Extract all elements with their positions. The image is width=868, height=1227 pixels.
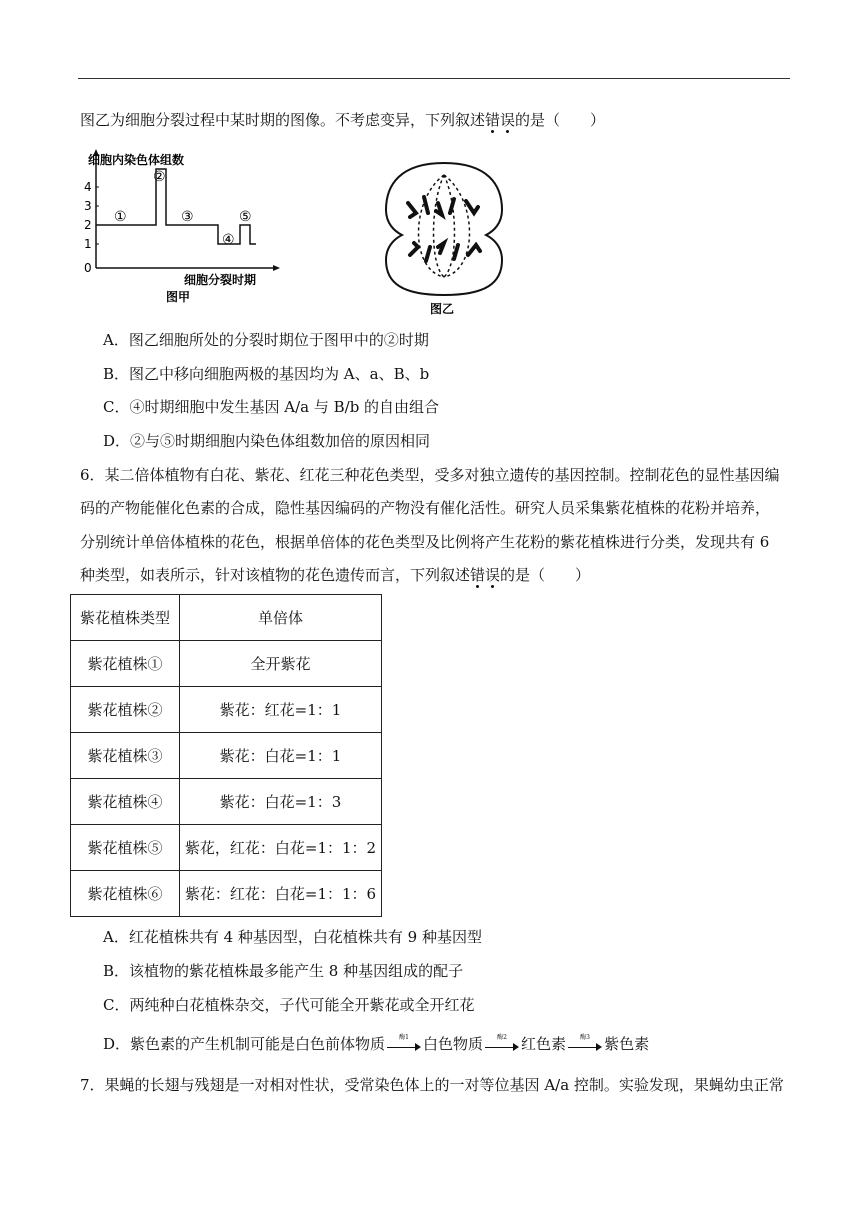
q6-option-a[interactable]: A．红花植株共有 4 种基因型，白花植株共有 9 种基因型 (103, 928, 482, 946)
table-cell: 紫花，红花：白花=1：1：2 (180, 825, 382, 871)
table-header-row (71, 595, 382, 641)
table-cell: 紫花：红花：白花=1：1：6 (180, 871, 382, 917)
table-cell: 紫花：白花=1：3 (180, 779, 382, 825)
stage-1: ① (114, 209, 127, 225)
arrow-enzyme-1: 酶1 (387, 1038, 421, 1052)
figure-a-ylabel: 细胞内染色体组数 (88, 153, 185, 167)
stage-5: ⑤ (239, 209, 252, 225)
figure-a-xlabel: 细胞分裂时期 (184, 273, 257, 287)
table-header: 紫花植株类型 (71, 595, 180, 641)
table-cell: 紫花植株③ (71, 733, 180, 779)
arrow-enzyme-3: 酶3 (568, 1038, 602, 1052)
figure-b-caption: 图乙 (430, 302, 455, 315)
q6-table (70, 594, 382, 917)
q5-option-c[interactable]: C．④时期细胞中发生基因 A/a 与 B/b 的自由组合 (103, 398, 440, 416)
figure-a-caption: 图甲 (166, 290, 191, 304)
q6-option-b[interactable]: B．该植物的紫花植株最多能产生 8 种基因组成的配子 (103, 962, 464, 980)
table-row (71, 687, 382, 733)
figure-b (380, 155, 510, 315)
table-cell: 紫花：白花=1：1 (180, 733, 382, 779)
table-row (71, 733, 382, 779)
figure-a (78, 148, 288, 308)
table-cell: 紫花植株⑥ (71, 871, 180, 917)
table-cell: 紫花植株② (71, 687, 180, 733)
q6-stem-line-1: 6．某二倍体植物有白花、紫花、红花三种花色类型，受多对独立遗传的基因控制。控制花色的显性基因编 (80, 466, 780, 484)
q6-option-c[interactable]: C．两纯种白花植株杂交，子代可能全开紫花或全开红花 (103, 996, 475, 1014)
table-row (71, 779, 382, 825)
q5-stem: 图乙为细胞分裂过程中某时期的图像。不考虑变异，下列叙述错误的是（ ） (80, 111, 606, 129)
q5-option-a[interactable]: A．图乙细胞所处的分裂时期位于图甲中的②时期 (103, 331, 429, 349)
table-header: 单倍体 (180, 595, 382, 641)
table-cell: 全开紫花 (180, 641, 382, 687)
ytick-0: 0 (84, 261, 92, 275)
stage-3: ③ (181, 209, 194, 225)
table-cell: 紫花植株④ (71, 779, 180, 825)
stage-2: ② (153, 169, 166, 185)
q6-option-d[interactable]: D．紫色素的产生机制可能是白色前体物质 酶1 白色物质 酶2 红色素 酶3 紫色素 (103, 1034, 650, 1053)
ytick-3: 3 (84, 199, 92, 213)
arrow-enzyme-2: 酶2 (485, 1038, 519, 1052)
ytick-4: 4 (84, 180, 92, 194)
table-cell: 紫花植株⑤ (71, 825, 180, 871)
ytick-2: 2 (84, 218, 92, 232)
q6-stem-line-3: 分别统计单倍体植株的花色，根据单倍体的花色类型及比例将产生花粉的紫花植株进行分类，发现共有 6 (80, 533, 770, 551)
q6-stem-line-4: 种类型，如表所示，针对该植物的花色遗传而言，下列叙述错误的是（ ） (80, 566, 591, 584)
q5-option-d[interactable]: D．②与⑤时期细胞内染色体组数加倍的原因相同 (103, 432, 431, 450)
table-cell: 紫花植株① (71, 641, 180, 687)
q6-stem-line-2: 码的产物能催化色素的合成，隐性基因编码的产物没有催化活性。研究人员采集紫花植株的花粉并培养， (80, 499, 771, 517)
table-row (71, 641, 382, 687)
q7-stem-line-1: 7．果蝇的长翅与残翅是一对相对性状，受常染色体上的一对等位基因 A/a 控制。实验发现，果蝇幼虫正常 (80, 1076, 784, 1094)
ytick-1: 1 (84, 237, 92, 251)
table-cell: 紫花：红花=1：1 (180, 687, 382, 733)
header-rule (78, 78, 790, 79)
q5-option-b[interactable]: B．图乙中移向细胞两极的基因均为 A、a、B、b (103, 365, 430, 383)
table-row (71, 825, 382, 871)
table-row (71, 871, 382, 917)
stage-4: ④ (222, 232, 235, 248)
